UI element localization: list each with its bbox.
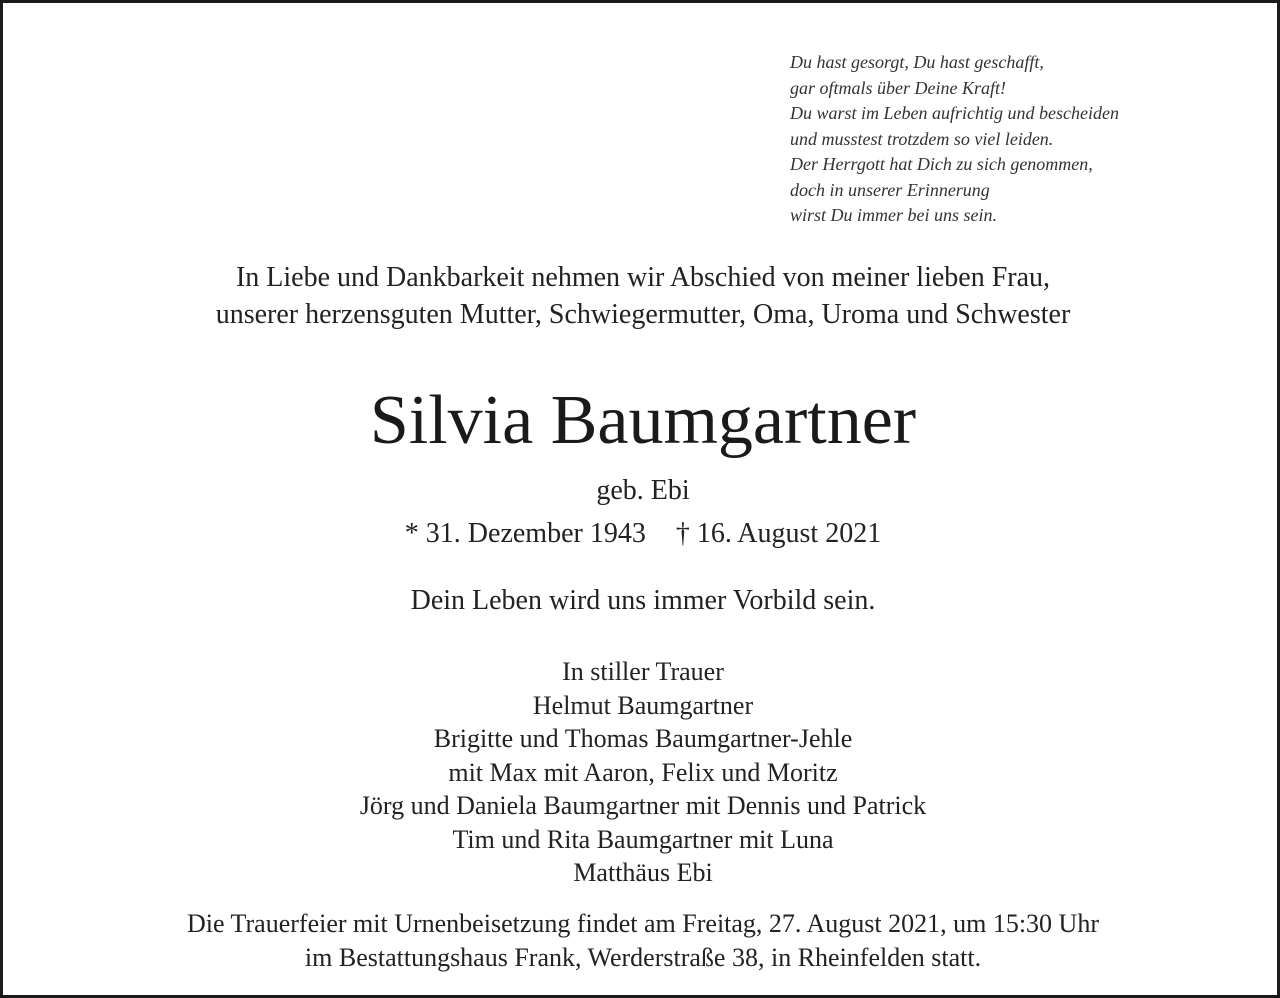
mourner-line: mit Max mit Aaron, Felix und Moritz [448, 757, 838, 787]
ceremony-line: im Bestattungshaus Frank, Werderstraße 38, in Rheinfelden statt. [304, 943, 982, 972]
deceased-name: Silvia Baumgartner [369, 382, 917, 459]
ceremony-notice [3, 907, 1280, 975]
intro-line: In Liebe und Dankbarkeit nehmen wir Abschied von meiner lieben Frau, [235, 262, 1051, 293]
birth-date: * 31. Dezember 1943 [404, 518, 646, 549]
intro-text [3, 259, 1280, 333]
mourner-line: Tim und Rita Baumgartner mit Luna [452, 824, 834, 854]
ceremony-line: Die Trauerfeier mit Urnenbeisetzung findet am Freitag, 27. August 2021, um 15:30 Uhr [186, 909, 1099, 938]
mourner-line: Matthäus Ebi [573, 858, 713, 887]
poem-line: gar oftmals über Deine Kraft! [790, 77, 1006, 98]
poem-line: doch in unserer Erinnerung [790, 179, 990, 200]
maiden-name: geb. Ebi [596, 475, 690, 506]
mourner-line: Jörg und Daniela Baumgartner mit Dennis und Patrick [359, 791, 927, 820]
life-dates [3, 516, 1280, 552]
mourner-line: Helmut Baumgartner [532, 690, 754, 720]
poem-line: Du hast gesorgt, Du hast geschafft, [790, 52, 1044, 72]
intro-line: unserer herzensguten Mutter, Schwiegermutter, Oma, Uroma und Schwester [215, 299, 1071, 330]
poem-line: wirst Du immer bei uns sein. [790, 205, 997, 225]
poem [790, 50, 1250, 229]
mourner-line: Brigitte und Thomas Baumgartner-Jehle [433, 724, 853, 753]
mourners-list [3, 655, 1280, 890]
mourners-heading: In stiller Trauer [562, 657, 724, 686]
poem-line: und musstest trotzdem so viel leiden. [790, 128, 1054, 149]
poem-line: Der Herrgott hat Dich zu sich genommen, [790, 154, 1093, 174]
motto: Dein Leben wird uns immer Vorbild sein. [410, 585, 876, 616]
poem-line: Du warst im Leben aufrichtig und bescheiden [790, 103, 1119, 123]
death-date: † 16. August 2021 [675, 518, 882, 549]
